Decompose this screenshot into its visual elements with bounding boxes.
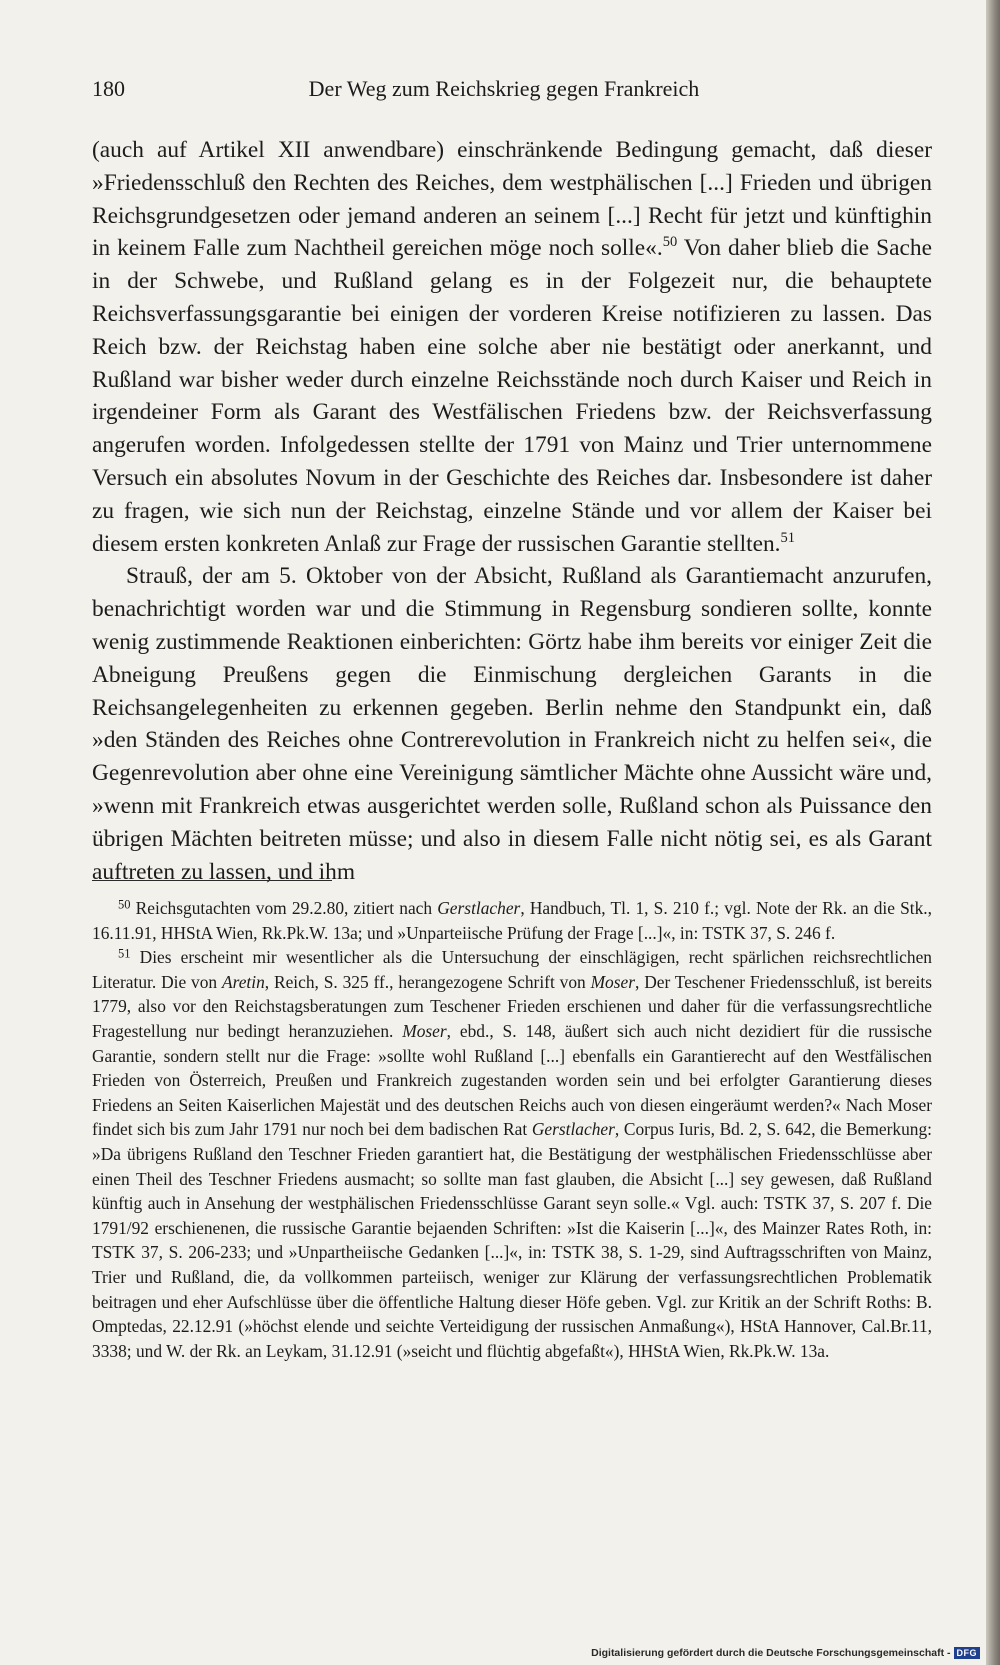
- page-edge-shadow: [986, 0, 1000, 1665]
- footnote-50-text-a: Reichsgutachten vom 29.2.80, zitiert nach: [130, 898, 438, 918]
- footnote-mark-51: 51: [118, 946, 131, 961]
- footnote-51-author-2: Moser: [590, 971, 635, 992]
- paragraph-1: [92, 134, 932, 560]
- footnote-mark-50: 50: [118, 897, 131, 912]
- dfg-logo: DFG: [954, 1647, 981, 1659]
- paragraph-1-text-b: Von daher blieb die Sache in der Schwebe, und Rußland gelang es in der Folgezeit nur, die behauptete Reichsverfassungsgarantie bei einigen der vorderen Kreise notifizieren zu lassen. Das Reich bzw. der Reichstag haben eine solche aber nie bestätigt oder anerkannt, und Rußland war bisher weder durch einzelne Reichsstände noch durch Kaiser und Reich in irgendeiner Form als Garant des Westfälischen Friedens bzw. der Reichsverfassung angerufen worden. Infolgedessen stellte der 1791 von Mainz und Trier unternommene Versuch ein absolutes Novum in der Geschichte des Reiches dar. Insbesondere ist daher zu fragen, wie sich nun der Reichstag, einzelne Stände und vor allem der Kaiser bei diesem ersten konkreten Anlaß zur Frage der russischen Garantie stellten.: [92, 235, 932, 557]
- footnote-51-text-c: , Der Teschener Friedensschluß, ist bereits 1779, also vor den Reichstagsberatungen zum Teschener Frieden erschienen und daher für die verfassungsrechtliche Fragestellung nur bedingt heranzuziehen.: [92, 971, 932, 1041]
- footnote-50-author: Gerstlacher: [437, 898, 521, 918]
- page-number: 180: [92, 76, 125, 101]
- footnote-50: [92, 896, 932, 945]
- footnote-51-author-1: Aretin: [221, 971, 265, 992]
- footnote-51-text-a: Dies erscheint mir wesentlicher als die Untersuchung der einschlägigen, recht spärlichen reichsrechtlichen Literatur. Die von: [92, 947, 932, 992]
- footnote-51-text-e: , Corpus Iuris, Bd. 2, S. 642, die Bemerkung: »Da übrigens Rußland den Teschner Frieden garantiert hat, die Bestätigung der westphälischen Friedensschlüsse aber einen Theil des Teschner Friedens ausmacht; so sollte man fast glauben, die Absicht [...] sey gewesen, daß Rußland künftig auch in Ansehung der westphälischen Friedensschlüsse Garant seyn solle.« Vgl. auch: TSTK 37, S. 207 f. Die 1791/92 erschienenen, die russische Garantie bejaenden Schriften: »Ist die Kaiserin [...]«, des Mainzer Rates Roth, in: TSTK 37, S. 206-233; und »Unpartheiische Gedanken [...]«, in: TSTK 38, S. 1-29, sind Auftragsschriften von Mainz, Trier und Rußland, die, da vollkommen parteiisch, weniger zur Klärung der verfassungsrechtlichen Problematik beitragen und eher Aufschlüsse über die öffentliche Haltung dieser Höfe geben. Vgl. zur Kritik an der Schrift Roths: B. Omptedas, 22.12.91 (»höchst elende und seichte Verteidigung der russischen Anmaßung«), HStA Hannover, Cal.Br.11, 3338; und W. der Rk. an Leykam, 31.12.91 (»seicht und flüchtig abgefaßt«), HHStA Wien, Rk.Pk.W. 13a.: [92, 1119, 933, 1361]
- paragraph-1-text-a: (auch auf Artikel XII anwendbare) einschränkende Bedingung gemacht, daß dieser »Friedensschluß den Rechten des Reiches, dem westphälischen [...] Frieden und übrigen Reichsgrundgesetzen oder jemand anderen an seinem [...] Recht für jetzt und künftighin in keinem Falle zum Nachtheil gereichen möge noch solle«.: [92, 137, 932, 262]
- main-text: [92, 134, 932, 888]
- footnote-50-text-b: , Handbuch, Tl. 1, S. 210 f.; vgl. Note der Rk. an die Stk., 16.11.91, HHStA Wien, Rk.Pk.W. 13a; und »Unparteiische Prüfung der Frage [...]«, in: TSTK 37, S. 246 f.: [92, 898, 932, 943]
- footnote-51-text-b: , Reich, S. 325 ff., herangezogene Schrift von: [264, 971, 591, 992]
- paragraph-2: Strauß, der am 5. Oktober von der Absicht, Rußland als Garantiemacht anzurufen, benachrichtigt worden war und die Stimmung in Regensburg sondieren sollte, konnte wenig zustimmende Reaktionen einberichten: Görtz habe ihm bereits vor einiger Zeit die Abneigung Preußens gegen die Einmischung dergleichen Garants in die Reichsangelegenheiten zu erkennen gegeben. Berlin nehme den Standpunkt ein, daß »den Ständen des Reiches ohne Contrerevolution in Frankreich nicht zu helfen sei«, die Gegenrevolution aber ohne eine Vereinigung sämtlicher Mächte ohne Aussicht wäre und, »wenn mit Frankreich etwas ausgerichtet werden solle, Rußland schon als Puissance den übrigen Mächten beitreten müsse; und also in diesem Falle nicht nötig sei, es als Garant auftreten zu lassen, und ihm: [92, 563, 932, 885]
- running-title: Der Weg zum Reichskrieg gegen Frankreich: [308, 76, 700, 101]
- footnote-ref-50[interactable]: 50: [662, 234, 678, 251]
- footnote-51: [92, 945, 932, 1363]
- footnote-ref-51[interactable]: 51: [780, 529, 795, 546]
- page-header: [92, 76, 916, 110]
- footnote-divider: [92, 880, 332, 881]
- footnote-51-author-3: Moser: [402, 1020, 447, 1041]
- digitization-credit: [591, 1647, 980, 1659]
- footnotes: [92, 896, 932, 1363]
- credit-text: Digitalisierung gefördert durch die Deutsche Forschungsgemeinschaft -: [591, 1647, 951, 1659]
- footnote-51-author-4: Gerstlacher: [531, 1119, 615, 1140]
- footnote-51-text-d: , ebd., S. 148, äußert sich auch nicht dezidiert für die russische Garantie, sondern stellt nur die Frage: »sollte wohl Rußland [...] ebenfalls ein Garantierecht auf den Westfälischen Frieden von Österreich, Preußen und Frankreich zugestanden worden sein und bei erfolgter Garantierung dieses Friedens an Seiten Kaiserlichen Majestät und des deutschen Reichs auch von diesen eingeräumt werden?« Nach Moser findet sich bis zum Jahr 1791 nur noch bei dem badischen Rat: [92, 1020, 932, 1140]
